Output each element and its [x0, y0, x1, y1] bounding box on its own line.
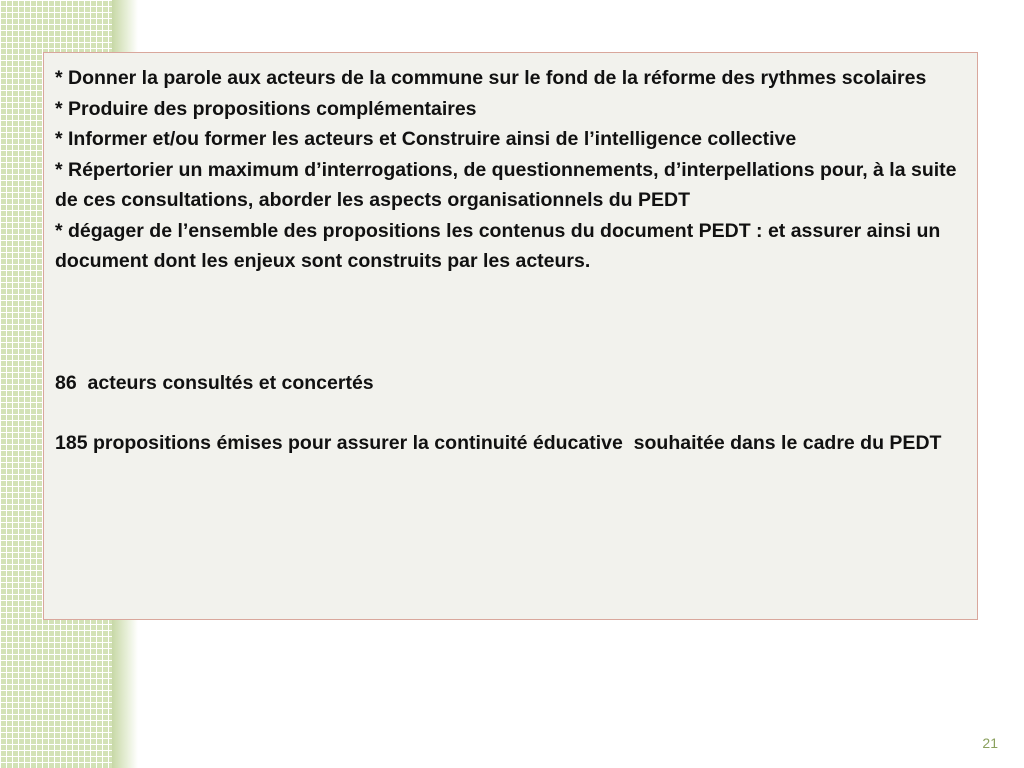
objective-line-3: * Informer et/ou former les acteurs et Construire ainsi de l’intelligence collective	[55, 128, 797, 150]
objective-line-4: * Répertorier un maximum d’interrogations, de questionnements, d’interpellations pour, à la suite de ces consultations, aborder les aspects organisationnels du PEDT	[55, 158, 957, 211]
spacer	[55, 277, 965, 368]
objective-line-2: * Produire des propositions complémentaires	[55, 97, 477, 120]
stat-proposals: 185 propositions émises pour assurer la continuité éducative souhaitée dans le cadre du PEDT	[55, 432, 942, 454]
stat-actors: 86 acteurs consultés et concertés	[55, 371, 374, 394]
objective-line-5: * dégager de l’ensemble des propositions les contenus du document PEDT : et assurer ainsi un document dont les enjeux sont construits par les acteurs.	[55, 219, 941, 272]
slide-page-number: 21	[982, 735, 998, 751]
objective-line-1: * Donner la parole aux acteurs de la commune sur le fond de la réforme des rythmes scolaires	[55, 67, 927, 89]
spacer	[55, 398, 965, 428]
slide-content-box	[43, 52, 978, 620]
